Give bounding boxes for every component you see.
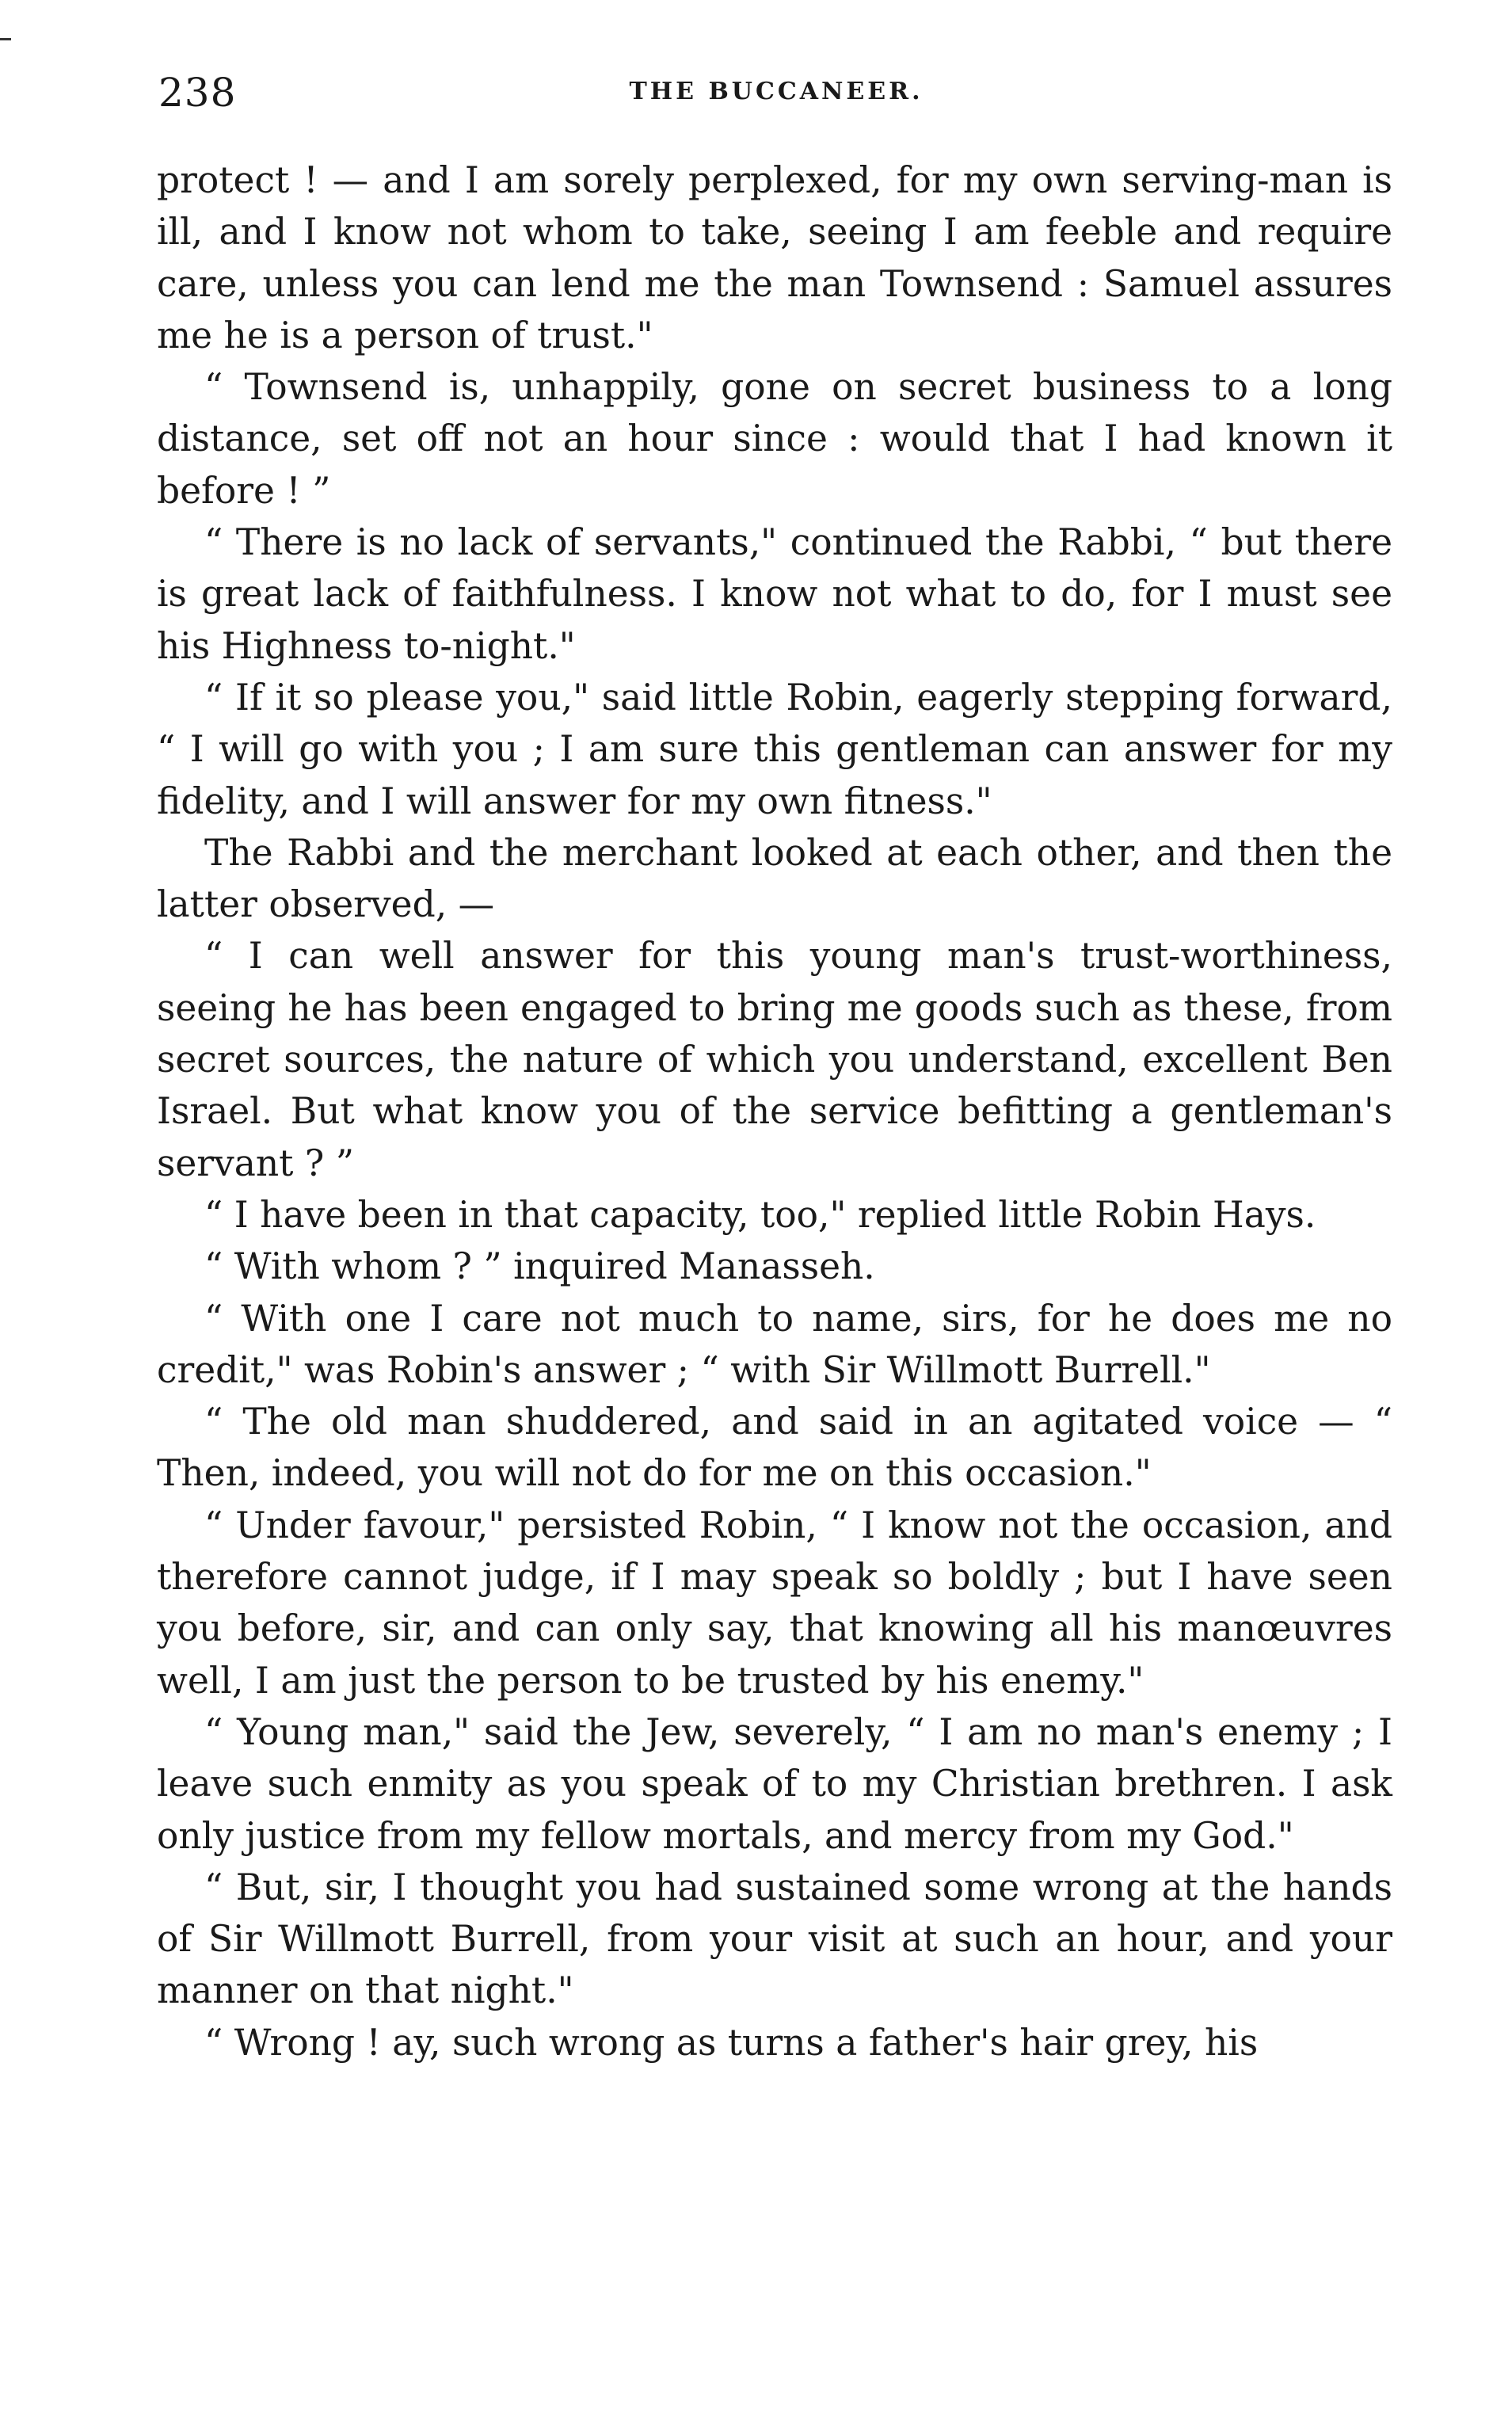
paragraph: “ Under favour," persisted Robin, “ I know not the occasion, and therefore cannot judge, if I may speak so boldly ; but I have seen you before, sir, and can only say, that knowing all his manœuvres well, I am just the person to be trusted by his enemy.": [157, 1504, 1392, 1702]
paragraph: The Rabbi and the merchant looked at each other, and then the latter observed, —: [157, 831, 1392, 926]
paragraph: “ Young man," said the Jew, severely, “ I am no man's enemy ; I leave such enmity as you speak of to my Christian brethren. I ask only justice from my fellow mortals, and mercy from my God.": [157, 1710, 1392, 1857]
paragraph: protect ! — and I am sorely perplexed, for my own serving-man is ill, and I know not whom to take, seeing I am feeble and require care, unless you can lend me the man Townsend : Samuel assures me he is a person of trust.": [157, 159, 1392, 356]
scan-edge-mark: [0, 38, 11, 40]
paragraph: “ But, sir, I thought you had sustained some wrong at the hands of Sir Willmott Burrell, from your visit at such an hour, and your manner on that night.": [157, 1866, 1392, 2012]
paragraph: “ I can well answer for this young man's trust-worthiness, seeing he has been engaged to bring me goods such as these, from secret sources, the nature of which you understand, excellent Ben Israel. But what know you of the service befitting a gentleman's servant ? ”: [157, 935, 1392, 1184]
paragraph: “ With one I care not much to name, sirs, for he does me no credit," was Robin's answer ; “ with Sir Willmott Burrell.": [157, 1297, 1392, 1391]
paragraph: “ There is no lack of servants," continued the Rabbi, “ but there is great lack of faithfulness. I know not what to do, for I must see his Highness to-night.": [157, 521, 1392, 667]
paragraph: “ If it so please you," said little Robin, eagerly stepping forward, “ I will go with you ; I am sure this gentleman can answer for my fidelity, and I will answer for my own fitness.": [157, 676, 1392, 822]
running-header: [158, 70, 1394, 117]
paragraph: “ Wrong ! ay, such wrong as turns a father's hair grey, his: [204, 2021, 1259, 2064]
running-title: THE BUCCANEER.: [629, 78, 924, 105]
body-text: [157, 154, 1392, 2068]
paragraph: “ The old man shuddered, and said in an agitated voice — “ Then, indeed, you will not do for me on this occasion.": [157, 1401, 1392, 1495]
paragraph: “ Townsend is, unhappily, gone on secret business to a long distance, set off not an hour since : would that I had known it before ! ”: [157, 366, 1392, 512]
paragraph: “ With whom ? ” inquired Manasseh.: [204, 1245, 875, 1288]
page-number: 238: [158, 70, 237, 116]
paragraph: “ I have been in that capacity, too," replied little Robin Hays.: [204, 1193, 1316, 1236]
